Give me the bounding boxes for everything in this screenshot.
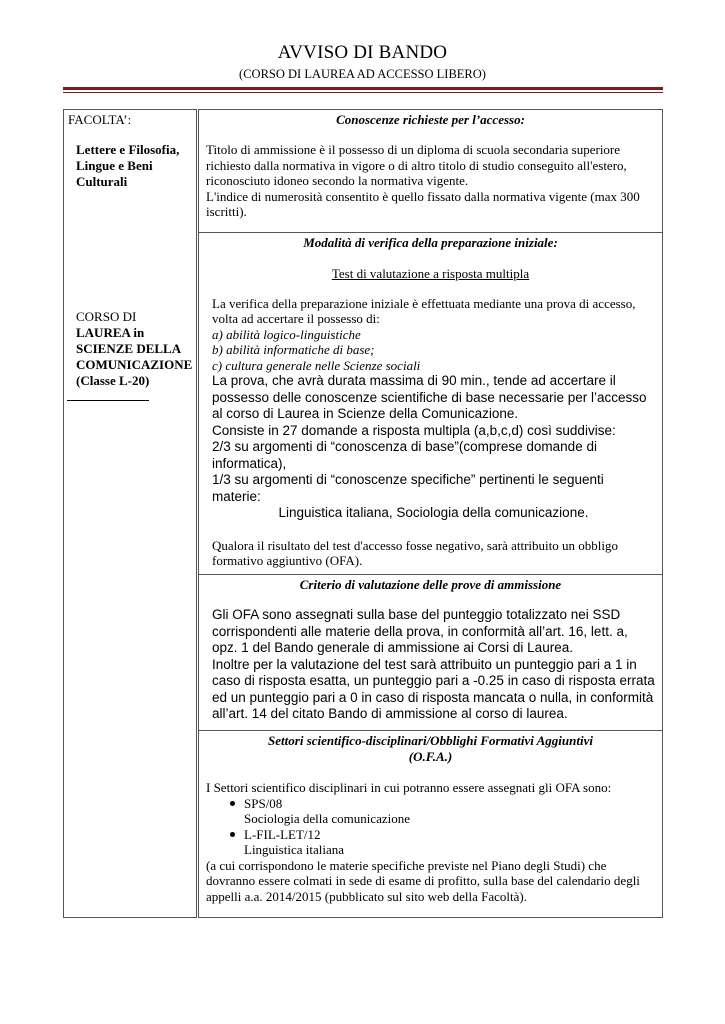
section-heading-line2: (O.F.A.) <box>408 749 453 764</box>
corso-name: LAUREA in SCIENZE DELLA COMUNICAZIONE (Classe L-20) <box>76 325 193 388</box>
paragraph: La prova, che avrà durata massima di 90 min., tende ad accertare il possesso delle conoscenze scientifiche di base necessarie per l’accesso al corso di Laurea in Scienze della Comunicazione. <box>212 373 647 421</box>
section-settori <box>198 730 663 918</box>
paragraph: (a cui corrispondono le materie specifiche previste nel Piano degli Studi) che dovranno essere colmati in sede di esame di profitto, sulla base del calendario degli appelli a.a. 2014/2015 (pubblicato sul sito web della Facoltà). <box>206 857 640 904</box>
corso-block <box>76 309 200 389</box>
section-heading: Modalità di verifica della preparazione iniziale: <box>303 235 558 250</box>
ssd-name: Sociologia della comunicazione <box>244 811 411 826</box>
section-conoscenze <box>198 109 663 233</box>
list-item: c) cultura generale nelle Scienze sociali <box>212 357 421 373</box>
list-item: a) abilità logico-linguistiche <box>212 326 361 342</box>
ssd-list <box>206 796 655 858</box>
section-heading: Conoscenze richieste per l’accesso: <box>336 112 525 127</box>
section-subheading: Test di valutazione a risposta multipla <box>331 266 530 281</box>
section-criterio <box>198 574 663 731</box>
paragraph: Gli OFA sono assegnati sulla base del punteggio totalizzato nei SSD corrispondenti alle materie della prova, in conformità all’art. 16, lett. a, opz. 1 del Bando generale di ammissione ai Corsi di Laurea. <box>212 607 628 655</box>
list-item <box>244 827 655 858</box>
section-heading: Settori scientifico-disciplinari/Obblighi Formativi Aggiuntivi <box>268 733 593 748</box>
ssd-code: SPS/08 <box>244 795 283 811</box>
paragraph: Consiste in 27 domande a risposta multipla (a,b,c,d) così suddivise: <box>212 422 616 438</box>
separator-line <box>67 400 149 401</box>
paragraph: 1/3 su argomenti di “conoscenze specifiche” pertinenti le seguenti materie: <box>212 472 604 504</box>
paragraph: La verifica della preparazione iniziale è effettuata mediante una prova di accesso, volta ad accertare il possesso di: <box>212 295 636 326</box>
corso-line1: CORSO DI <box>76 309 137 324</box>
paragraph: L'indice di numerosità consentito è quello fissato dalla normativa vigente (max 300 iscritti). <box>206 188 640 219</box>
paragraph: Inoltre per la valutazione del test sarà attribuito un punteggio pari a 1 in caso di risposta esatta, un punteggio pari a -0.25 in caso di risposta errata ed un punteggio pari a 0 in caso di risposta mancata o nulla, in conformità all’art. 14 del citato Bando di ammissione al corso di laurea. <box>212 656 655 721</box>
section-heading: Criterio di valutazione delle prove di ammissione <box>299 577 562 592</box>
section-modalita <box>198 232 663 575</box>
facolta-name: Lettere e Filosofia, Lingue e Beni Culturali <box>76 142 180 189</box>
paragraph: Qualora il risultato del test d'accesso fosse negativo, sarà attribuito un obbligo formativo aggiuntivo (OFA). <box>212 537 618 568</box>
left-column <box>63 109 197 918</box>
document-subtitle: (CORSO DI LAUREA AD ACCESSO LIBERO) <box>239 67 486 81</box>
materie-list: Linguistica italiana, Sociologia della comunicazione. <box>278 505 589 520</box>
paragraph: Titolo di ammissione è il possesso di un diploma di scuola secondaria superiore richiesto dalla normativa in vigore o di altro titolo di studio conseguito all'estero, riconosciuto idoneo secondo la normativa vigente. <box>206 142 627 188</box>
list-item <box>244 796 655 827</box>
paragraph: 2/3 su argomenti di “conoscenza di base”(comprese domande di informatica), <box>212 439 597 471</box>
paragraph: I Settori scientifico disciplinari in cui potranno essere assegnati gli OFA sono: <box>206 780 612 795</box>
document-title: AVVISO DI BANDO <box>277 42 448 63</box>
ssd-code: L-FIL-LET/12 <box>244 826 321 842</box>
header-rule-thin <box>63 92 663 93</box>
facolta-label: FACOLTA’: <box>68 112 132 127</box>
list-item: b) abilità informatiche di base; <box>212 342 375 357</box>
ssd-name: Linguistica italiana <box>244 842 344 857</box>
header-rule-thick <box>63 87 663 90</box>
